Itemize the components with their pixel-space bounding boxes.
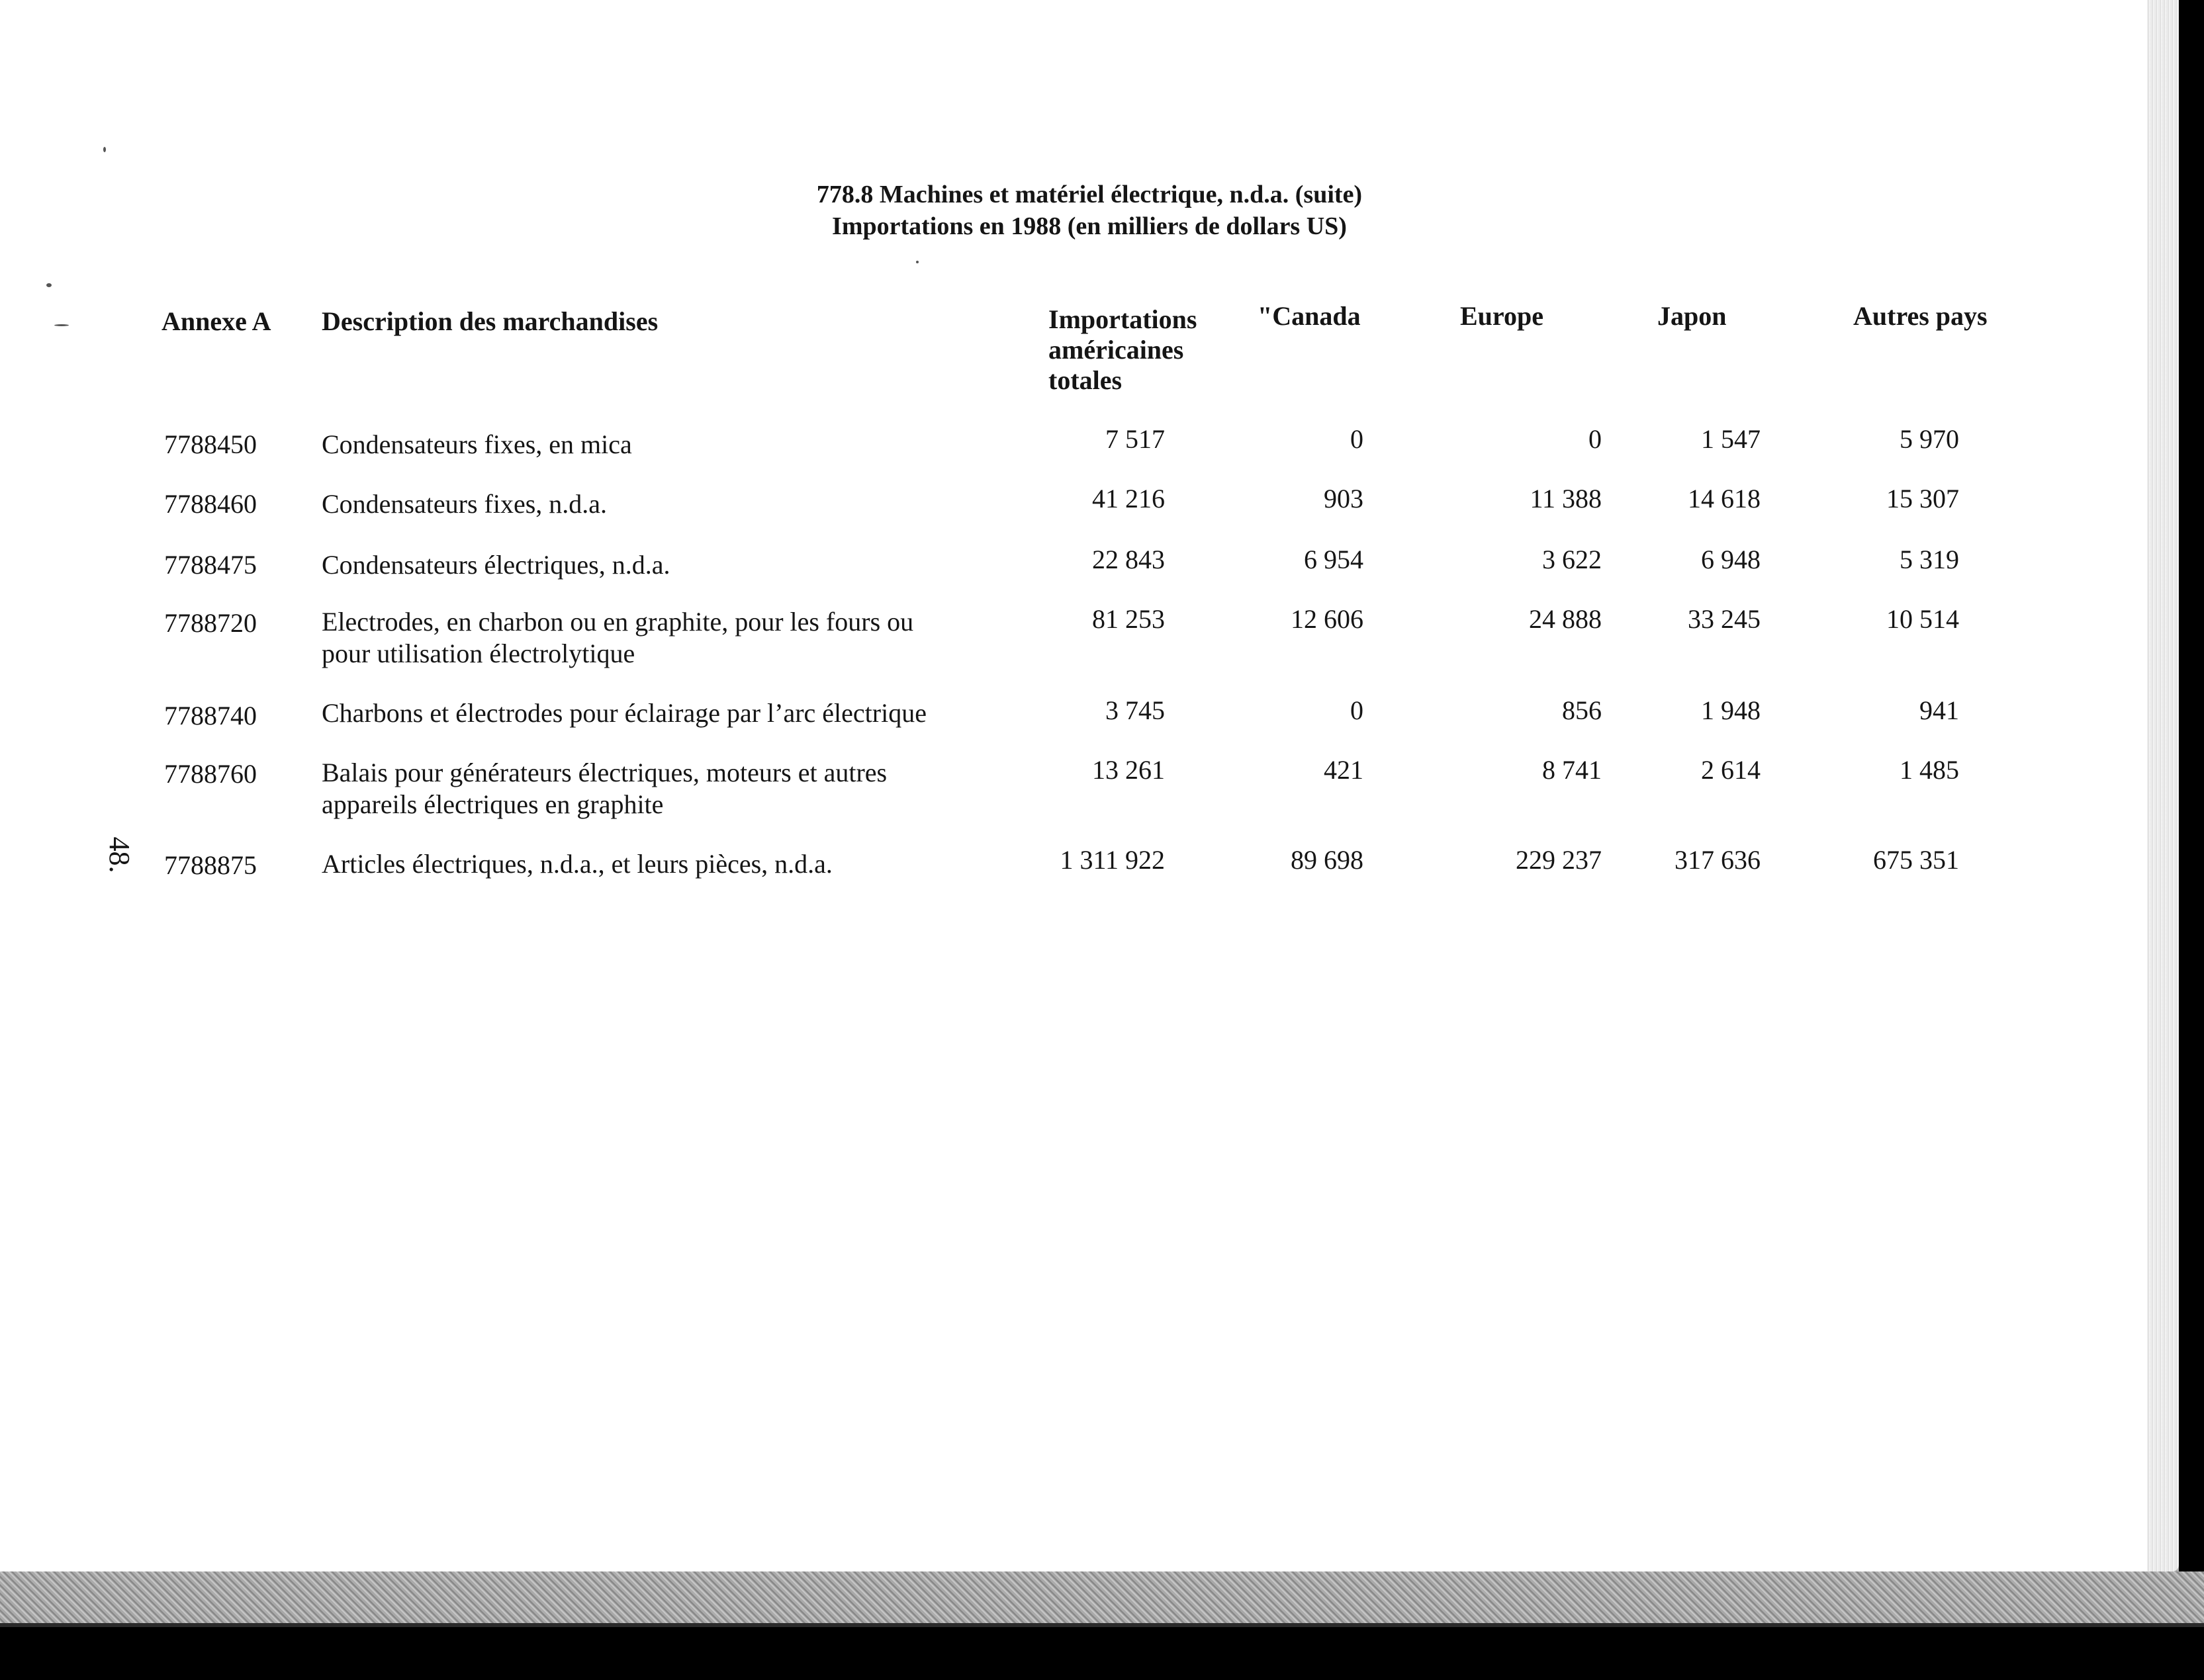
row-autres: 1 485 bbox=[1900, 755, 1959, 785]
row-description: Articles électriques, n.d.a., et leurs pièces, n.d.a. bbox=[322, 849, 833, 879]
document-title bbox=[0, 179, 2179, 242]
row-description-line-2: pour utilisation électrolytique bbox=[322, 639, 635, 668]
row-autres: 10 514 bbox=[1886, 604, 1959, 634]
row-autres: 941 bbox=[1919, 695, 1959, 725]
row-code: 7788760 bbox=[164, 759, 257, 789]
row-canada: 903 bbox=[1324, 484, 1363, 513]
row-japon: 317 636 bbox=[1675, 845, 1761, 875]
row-canada: 0 bbox=[1350, 695, 1363, 725]
row-code: 7788875 bbox=[164, 850, 257, 880]
row-canada: 0 bbox=[1350, 424, 1363, 454]
row-description: Condensateurs électriques, n.d.a. bbox=[322, 550, 670, 580]
row-europe: 3 622 bbox=[1542, 545, 1602, 574]
row-europe: 11 388 bbox=[1530, 484, 1602, 513]
row-europe: 24 888 bbox=[1529, 604, 1602, 634]
row-total: 41 216 bbox=[1092, 484, 1165, 513]
row-autres: 5 970 bbox=[1900, 424, 1959, 454]
scan-speck bbox=[46, 283, 52, 287]
page-number: 48. bbox=[103, 836, 136, 873]
row-total: 81 253 bbox=[1092, 604, 1165, 634]
row-japon: 33 245 bbox=[1688, 604, 1761, 634]
row-canada: 12 606 bbox=[1291, 604, 1363, 634]
row-description: Charbons et électrodes pour éclairage par l’arc électrique bbox=[322, 698, 927, 728]
scan-speck bbox=[103, 147, 106, 152]
header-canada: "Canada bbox=[1258, 301, 1361, 331]
scanner-background bbox=[0, 1627, 2204, 1680]
row-code: 7788720 bbox=[164, 608, 257, 638]
row-description bbox=[322, 606, 997, 670]
row-europe: 8 741 bbox=[1542, 755, 1602, 785]
row-canada: 89 698 bbox=[1291, 845, 1363, 875]
row-canada: 421 bbox=[1324, 755, 1363, 785]
row-total: 7 517 bbox=[1105, 424, 1165, 454]
header-description: Description des marchandises bbox=[322, 306, 659, 336]
row-code: 7788740 bbox=[164, 701, 257, 730]
row-total: 22 843 bbox=[1092, 545, 1165, 574]
row-canada: 6 954 bbox=[1304, 545, 1363, 574]
row-description-line-1: Balais pour générateurs électriques, moteurs et autres bbox=[322, 758, 888, 787]
row-japon: 14 618 bbox=[1688, 484, 1761, 513]
row-total: 1 311 922 bbox=[1060, 845, 1165, 875]
row-total: 13 261 bbox=[1092, 755, 1165, 785]
row-code: 7788460 bbox=[164, 489, 257, 519]
row-total: 3 745 bbox=[1105, 695, 1165, 725]
header-total-line-1: Importations bbox=[1048, 304, 1197, 334]
header-total-line-3: totales bbox=[1048, 365, 1123, 395]
scan-speck bbox=[916, 261, 919, 263]
title-line-2: Importations en 1988 (en milliers de dollars US) bbox=[832, 212, 1347, 240]
row-description-line-1: Electrodes, en charbon ou en graphite, pour les fours ou bbox=[322, 607, 914, 637]
row-japon: 1 948 bbox=[1701, 695, 1761, 725]
row-japon: 1 547 bbox=[1701, 424, 1761, 454]
header-annexe: Annexe A bbox=[161, 306, 271, 336]
row-description: Condensateurs fixes, n.d.a. bbox=[322, 489, 608, 519]
scan-edge-strip bbox=[0, 1571, 2204, 1624]
header-autres-pays: Autres pays bbox=[1853, 301, 1988, 331]
row-europe: 856 bbox=[1562, 695, 1602, 725]
scan-speck bbox=[54, 324, 69, 326]
row-code: 7788450 bbox=[164, 429, 257, 459]
row-autres: 15 307 bbox=[1886, 484, 1959, 513]
row-autres: 5 319 bbox=[1900, 545, 1959, 574]
header-total-imports bbox=[1048, 304, 1197, 396]
row-europe: 229 237 bbox=[1516, 845, 1602, 875]
header-europe: Europe bbox=[1460, 301, 1543, 331]
row-description bbox=[322, 757, 997, 820]
header-total-line-2: américaines bbox=[1048, 335, 1184, 365]
row-description: Condensateurs fixes, en mica bbox=[322, 429, 632, 459]
row-autres: 675 351 bbox=[1873, 845, 1959, 875]
row-europe: 0 bbox=[1588, 424, 1602, 454]
header-japon: Japon bbox=[1657, 301, 1727, 331]
row-japon: 6 948 bbox=[1701, 545, 1761, 574]
row-description-line-2: appareils électriques en graphite bbox=[322, 789, 664, 819]
row-code: 7788475 bbox=[164, 550, 257, 580]
title-line-1: 778.8 Machines et matériel électrique, n.d.a. (suite) bbox=[816, 181, 1363, 208]
row-japon: 2 614 bbox=[1701, 755, 1761, 785]
